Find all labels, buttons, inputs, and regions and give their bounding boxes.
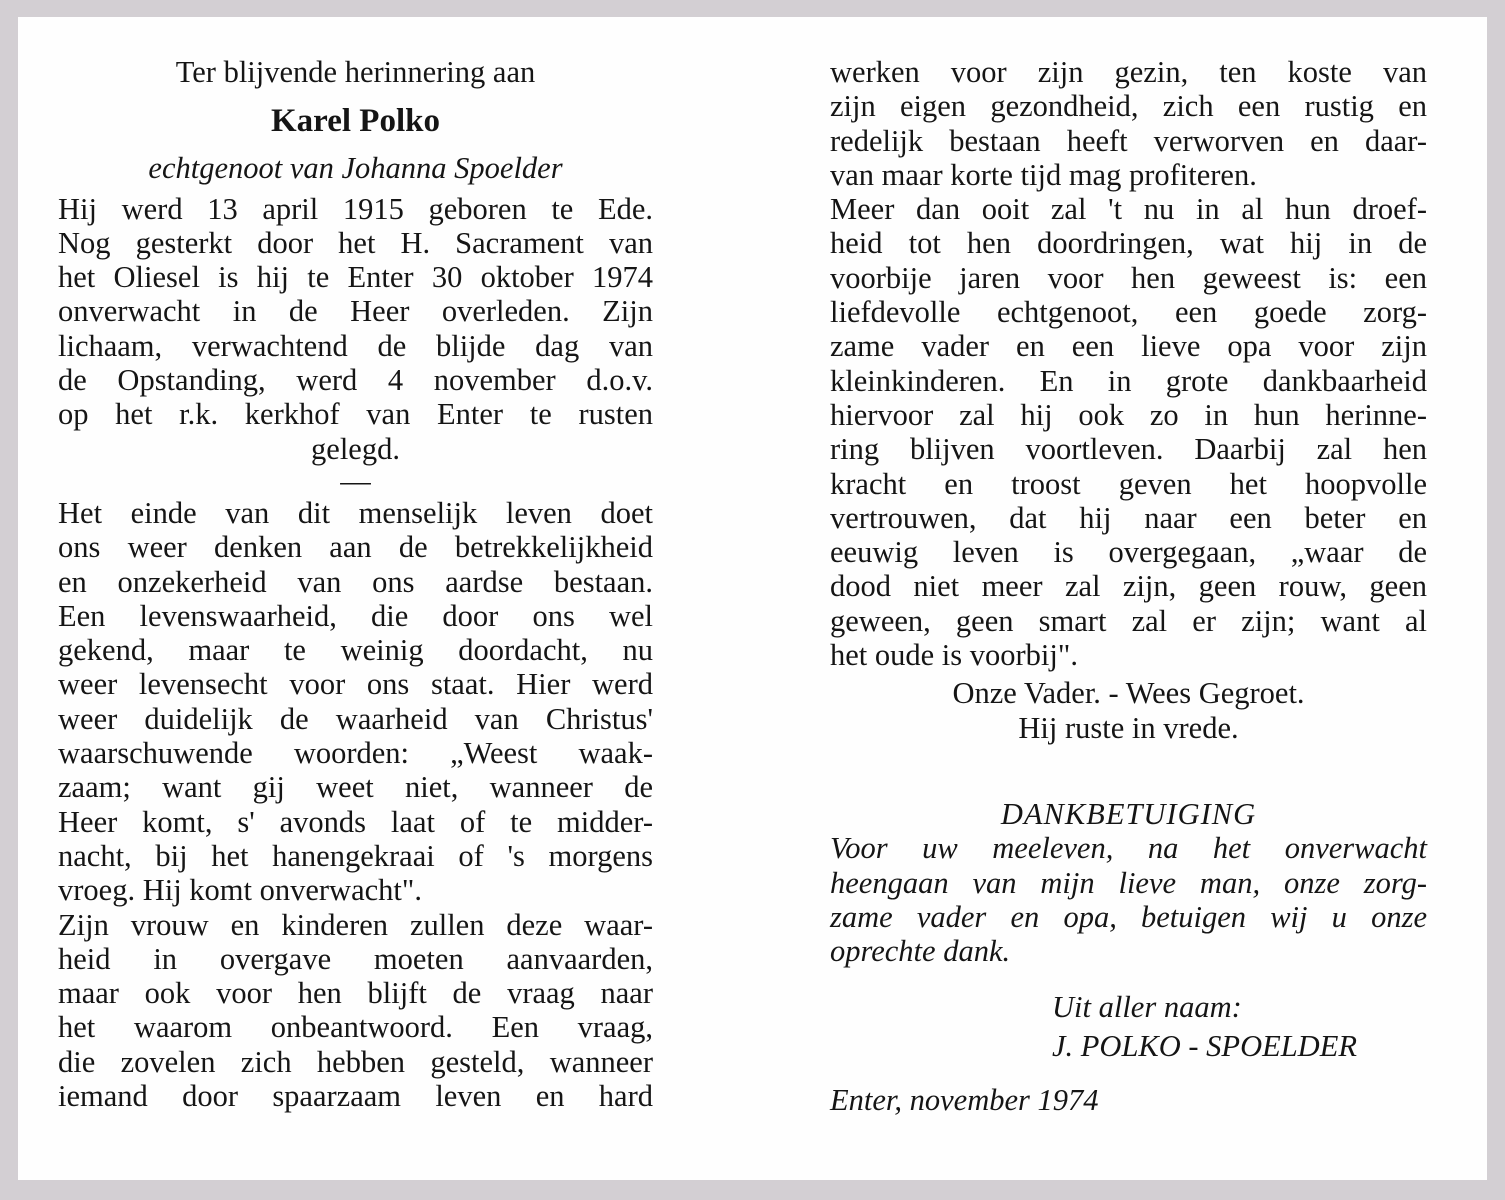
place-date: Enter, november 1974 xyxy=(830,1083,1099,1118)
text-line: van maar korte tijd mag profiteren. xyxy=(830,157,1257,192)
text-line: hiervoor zal hij ook zo in hun herinne- xyxy=(830,397,1427,432)
text-line: heid tot hen doordringen, wat hij in de xyxy=(830,226,1427,261)
continuation-paragraph xyxy=(830,55,1427,192)
text-line: lichaam, verwachtend de blijde dag van xyxy=(58,328,653,363)
text-line: die zovelen zich hebben gesteld, wanneer xyxy=(58,1044,653,1079)
text-line: en onzekerheid van ons aardse bestaan. xyxy=(58,564,653,599)
text-line: geween, geen smart zal er zijn; want al xyxy=(830,603,1427,638)
left-column xyxy=(58,55,653,1113)
text-line: het Oliesel is hij te Enter 30 oktober 1974 xyxy=(58,260,653,295)
text-line: Nog gesterkt door het H. Sacrament van xyxy=(58,225,653,260)
deceased-name: Karel Polko xyxy=(271,103,440,140)
text-line: nacht, bij het hanengekraai of 's morgens xyxy=(58,838,653,873)
text-line: gekend, maar te weinig doordacht, nu xyxy=(58,633,653,668)
text-line: Zijn vrouw en kinderen zullen deze waar- xyxy=(58,907,653,942)
text-line: vertrouwen, dat hij naar een beter en xyxy=(830,500,1427,535)
text-line: Meer dan ooit zal 't nu in al hun droef- xyxy=(830,192,1427,227)
rest-in-peace-line: Hij ruste in vrede. xyxy=(1018,710,1239,745)
biography-paragraph xyxy=(58,192,653,466)
text-line: redelijk bestaan heeft verworven en daar- xyxy=(830,123,1427,158)
text-line: zijn eigen gezondheid, zich een rustig en xyxy=(830,89,1427,124)
family-paragraph xyxy=(58,908,653,1114)
memorial-card xyxy=(18,17,1487,1180)
text-line: iemand door spaarzaam leven en hard xyxy=(58,1079,653,1114)
text-line: maar ook voor hen blijft de vraag naar xyxy=(58,976,653,1011)
text-line: het waarom onbeantwoord. Een vraag, xyxy=(58,1010,653,1045)
prayer-line: Onze Vader. - Wees Gegroet. xyxy=(952,676,1305,711)
text-line: Het einde van dit menselijk leven doet xyxy=(58,495,653,530)
text-line: liefdevolle echtgenoot, een goede zorg- xyxy=(830,295,1427,330)
right-column xyxy=(830,55,1427,1117)
text-line: dood niet meer zal zijn, geen rouw, geen xyxy=(830,569,1427,604)
text-line: waarschuwende woorden: „Weest waak- xyxy=(58,736,653,771)
text-line: het oude is voorbij". xyxy=(830,638,1078,673)
reflection-paragraph xyxy=(58,496,653,908)
signature-name: J. POLKO - SPOELDER xyxy=(1052,1028,1357,1063)
text-line: oprechte dank. xyxy=(830,934,1011,969)
intro-line: Ter blijvende herinnering aan xyxy=(175,55,536,89)
thanks-title: DANKBETUIGING xyxy=(1000,796,1257,831)
text-line: Voor uw meeleven, na het onverwacht xyxy=(830,831,1427,866)
text-line: heid in overgave moeten aanvaarden, xyxy=(58,941,653,976)
text-line: gelegd. xyxy=(311,431,400,466)
text-line: zame vader en opa, betuigen wij u onze xyxy=(830,899,1427,934)
text-line: Hij werd 13 april 1915 geboren te Ede. xyxy=(58,191,653,226)
text-line: vroeg. Hij komt onverwacht". xyxy=(58,873,422,908)
text-line: zame vader en een lieve opa voor zijn xyxy=(830,329,1427,364)
text-line: voorbije jaren voor hen geweest is: een xyxy=(830,260,1427,295)
thanks-paragraph xyxy=(830,831,1427,968)
text-line: Heer komt, s' avonds laat of te midder- xyxy=(58,804,653,839)
text-line: weer levensecht voor ons staat. Hier werd xyxy=(58,667,653,702)
text-line: Een levenswaarheid, die door ons wel xyxy=(58,598,653,633)
remembrance-paragraph xyxy=(830,192,1427,672)
text-line: kracht en troost geven het hoopvolle xyxy=(830,466,1427,501)
text-line: ons weer denken aan de betrekkelijkheid xyxy=(58,530,653,565)
spouse-line: echtgenoot van Johanna Spoelder xyxy=(148,151,563,186)
signature-intro: Uit aller naam: xyxy=(1052,990,1242,1025)
text-line: ring blijven voortleven. Daarbij zal hen xyxy=(830,432,1427,467)
text-line: eeuwig leven is overgegaan, „waar de xyxy=(830,535,1427,570)
text-line: op het r.k. kerkhof van Enter te rusten xyxy=(58,397,653,432)
divider: — xyxy=(340,463,371,498)
text-line: onverwacht in de Heer overleden. Zijn xyxy=(58,294,653,329)
text-line: weer duidelijk de waarheid van Christus' xyxy=(58,701,653,736)
text-line: werken voor zijn gezin, ten koste van xyxy=(830,55,1427,89)
text-line: de Opstanding, werd 4 november d.o.v. xyxy=(58,363,653,398)
text-line: heengaan van mijn lieve man, onze zorg- xyxy=(830,865,1427,900)
text-line: kleinkinderen. En in grote dankbaarheid xyxy=(830,363,1427,398)
text-line: zaam; want gij weet niet, wanneer de xyxy=(58,770,653,805)
